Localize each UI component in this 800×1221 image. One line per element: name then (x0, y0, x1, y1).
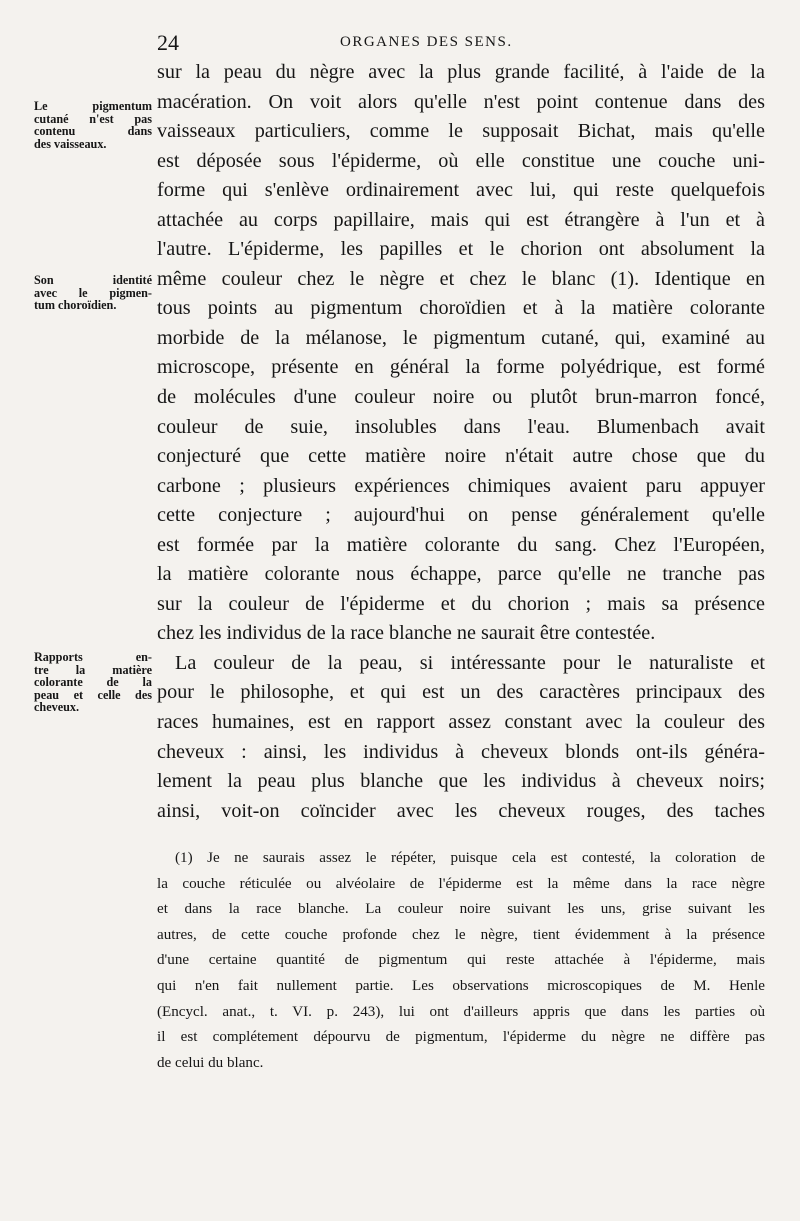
margin-note-line: colorante de la (34, 675, 152, 690)
text-line: chez les individus de la race blanche ne saurait être contestée. (157, 622, 656, 645)
text-line: races humaines, est en rapport assez constant avec la couleur des (157, 711, 765, 734)
margin-note-line: contenu dans (34, 124, 152, 139)
running-title: ORGANES DES SENS. (340, 34, 513, 50)
text-line: La couleur de la peau, si intéressante pour le naturaliste et (175, 651, 765, 674)
page-number: 24 (157, 30, 179, 55)
text-line: la matière colorante nous échappe, parce qu'elle ne tranche pas (157, 563, 765, 586)
text-line: lement la peau plus blanche que les individus à cheveux noirs; (157, 770, 765, 793)
margin-note-line: cheveux. (34, 700, 80, 715)
text-line: même couleur chez le nègre et chez le blanc (1). Identique en (157, 267, 765, 290)
margin-note-rapports (0, 651, 152, 714)
footnote-line: il est complétement dépourvu de pigmentum, l'épiderme du nègre ne diffère pas (157, 1029, 765, 1046)
text-line: est formée par la matière colorante du sang. Chez l'Européen, (157, 533, 765, 556)
margin-note-line: Son identité (34, 273, 152, 287)
footnote-line: d'une certaine quantité de pigmentum qui reste attachée à l'épiderme, mais (157, 952, 765, 969)
text-line: macération. On voit alors qu'elle n'est point contenue dans des (157, 90, 765, 113)
text-line: de molécules d'une couleur noire ou plutôt brun-marron foncé, (157, 386, 765, 409)
text-line: microscope, présente en général la forme polyédrique, est formé (157, 356, 765, 379)
text-line: pour le philosophe, et qui est un des caractères principaux des (157, 681, 765, 704)
margin-note-line: tre la matière (34, 662, 152, 677)
margin-note-line: Le pigmentum (34, 99, 152, 113)
text-line: attachée au corps papillaire, mais qui est étrangère à l'un et à (157, 208, 765, 231)
text-line: l'autre. L'épiderme, les papilles et le chorion ont absolument la (157, 238, 765, 261)
footnote-line: la couche réticulée ou alvéolaire de l'épiderme est la même dans la race nègre (157, 875, 765, 892)
footnote-line: autres, de cette couche profonde chez le nègre, tient évidemment à la présence (157, 926, 765, 943)
footnote-line: (Encycl. anat., t. VI. p. 243), lui ont d'ailleurs appris que dans les parties où (157, 1003, 765, 1020)
margin-note-line: Rapports en- (34, 650, 152, 664)
footnote (157, 846, 765, 1076)
footnote-line: qui n'en fait nullement partie. Les observations microscopiques de M. Henle (157, 977, 765, 994)
margin-note-line: tum choroïdien. (34, 298, 117, 313)
text-line: vaisseaux particuliers, comme le supposait Bichat, mais qu'elle (157, 120, 765, 143)
footnote-line: et dans la race blanche. La couleur noire suivant les uns, grise suivant les (157, 901, 765, 918)
text-line: cheveux : ainsi, les individus à cheveux blonds ont-ils généra- (157, 740, 765, 763)
text-line: tous points au pigmentum choroïdien et à la matière colorante (157, 297, 765, 320)
margin-note-line: avec le pigmen- (34, 285, 152, 300)
text-line: couleur de suie, insolubles dans l'eau. Blumenbach avait (157, 415, 765, 438)
text-line: carbone ; plusieurs expériences chimiques avaient paru appuyer (157, 474, 765, 497)
text-line: morbide de la mélanose, le pigmentum cutané, qui, examiné au (157, 326, 765, 349)
margin-note-line: des vaisseaux. (34, 136, 107, 151)
text-line: est déposée sous l'épiderme, où elle constitue une couche uni- (157, 149, 765, 172)
text-line: ainsi, voit-on coïncider avec les cheveux rouges, des taches (157, 799, 765, 822)
footnote-line: de celui du blanc. (157, 1054, 264, 1071)
margin-note-line: peau et celle des (34, 687, 152, 702)
text-line: cette conjecture ; aujourd'hui on pense généralement qu'elle (157, 504, 765, 527)
text-line: sur la peau du nègre avec la plus grande facilité, à l'aide de la (157, 61, 765, 83)
page-header (0, 30, 800, 54)
margin-note-line: cutané n'est pas (34, 111, 152, 126)
margin-note-pigmentum (0, 100, 152, 150)
text-line: forme qui s'enlève ordinairement avec lui, qui reste quelquefois (157, 179, 765, 202)
footnote-line: (1) Je ne saurais assez le répéter, puisque cela est contesté, la coloration de (175, 850, 765, 866)
margin-note-identite (0, 274, 152, 312)
text-line: conjecturé que cette matière noire n'était autre chose que du (157, 445, 765, 468)
text-line: sur la couleur de l'épiderme et du chorion ; mais sa présence (157, 592, 765, 615)
main-text (157, 58, 765, 826)
